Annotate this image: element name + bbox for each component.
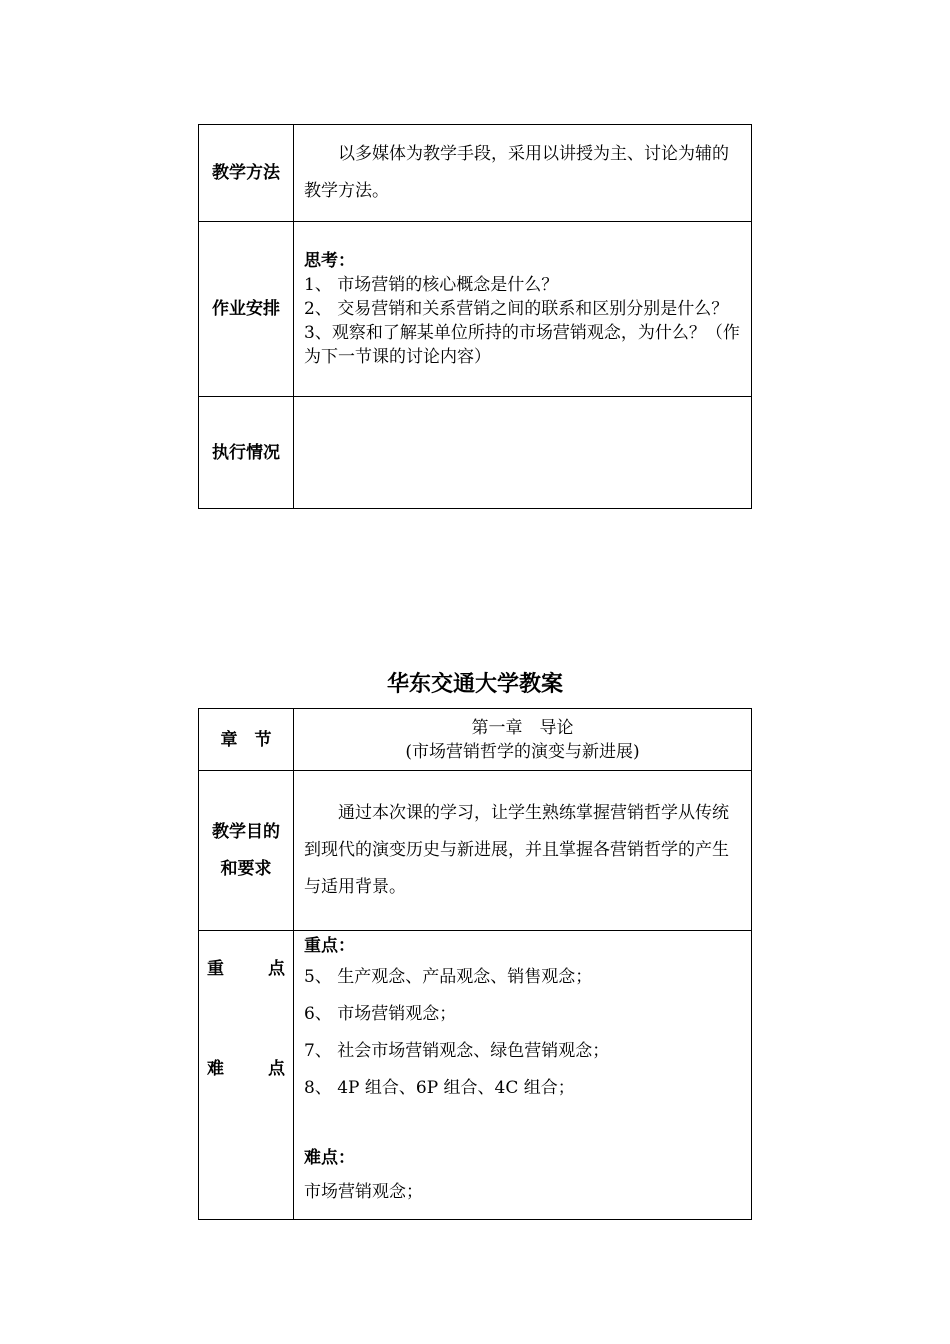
goals-label-line2: 和要求 [220,858,272,879]
execution-content [294,397,752,509]
method-text: 以多媒体为教学手段，采用以讲授为主、讨论为辅的教学方法。 [304,144,729,201]
difficulty-heading: 难点： [304,1148,355,1168]
difficulty-text: 市场营销观念； [304,1182,423,1202]
homework-row [199,222,752,397]
keypoint-item: 5、 生产观念、产品观念、销售观念； [304,967,593,987]
goals-row [199,771,752,931]
method-row [199,125,752,222]
keypoints-heading: 重点： [304,936,355,956]
chapter-label: 章 节 [199,709,294,771]
homework-item: 1、 市场营销的核心概念是什么？ [304,275,559,295]
homework-label: 作业安排 [199,222,294,397]
keypoints-row [199,931,752,1220]
method-label: 教学方法 [199,125,294,222]
lesson-table-continued [198,124,752,509]
execution-label: 执行情况 [199,397,294,509]
chapter-subtitle: (市场营销哲学的演变与新进展) [405,741,640,762]
homework-item: 3、观察和了解某单位所持的市场营销观念，为什么？（作为下一节课的讨论内容） [304,323,740,367]
difficulty-label: 难 点 [207,1059,285,1079]
lesson-plan-table [198,708,752,1220]
homework-item: 2、 交易营销和关系营销之间的联系和区别分别是什么？ [304,299,729,319]
document-title: 华东交通大学教案 [386,672,563,697]
chapter-title: 第一章 导论 [471,717,574,738]
chapter-row [199,709,752,771]
goals-text: 通过本次课的学习，让学生熟练掌握营销哲学从传统到现代的演变历史与新进展，并且掌握各营销哲学的产生与适用背景。 [304,803,729,897]
keypoint-item: 6、 市场营销观念； [304,1004,457,1024]
keypoint-item: 7、 社会市场营销观念、绿色营销观念； [304,1041,610,1061]
keypoint-item: 8、 4P 组合、6P 组合、4C 组合； [304,1078,575,1098]
execution-row [199,397,752,509]
goals-label-line1: 教学目的 [212,821,280,842]
homework-heading: 思考： [304,251,355,271]
keypoint-label: 重 点 [207,959,285,979]
